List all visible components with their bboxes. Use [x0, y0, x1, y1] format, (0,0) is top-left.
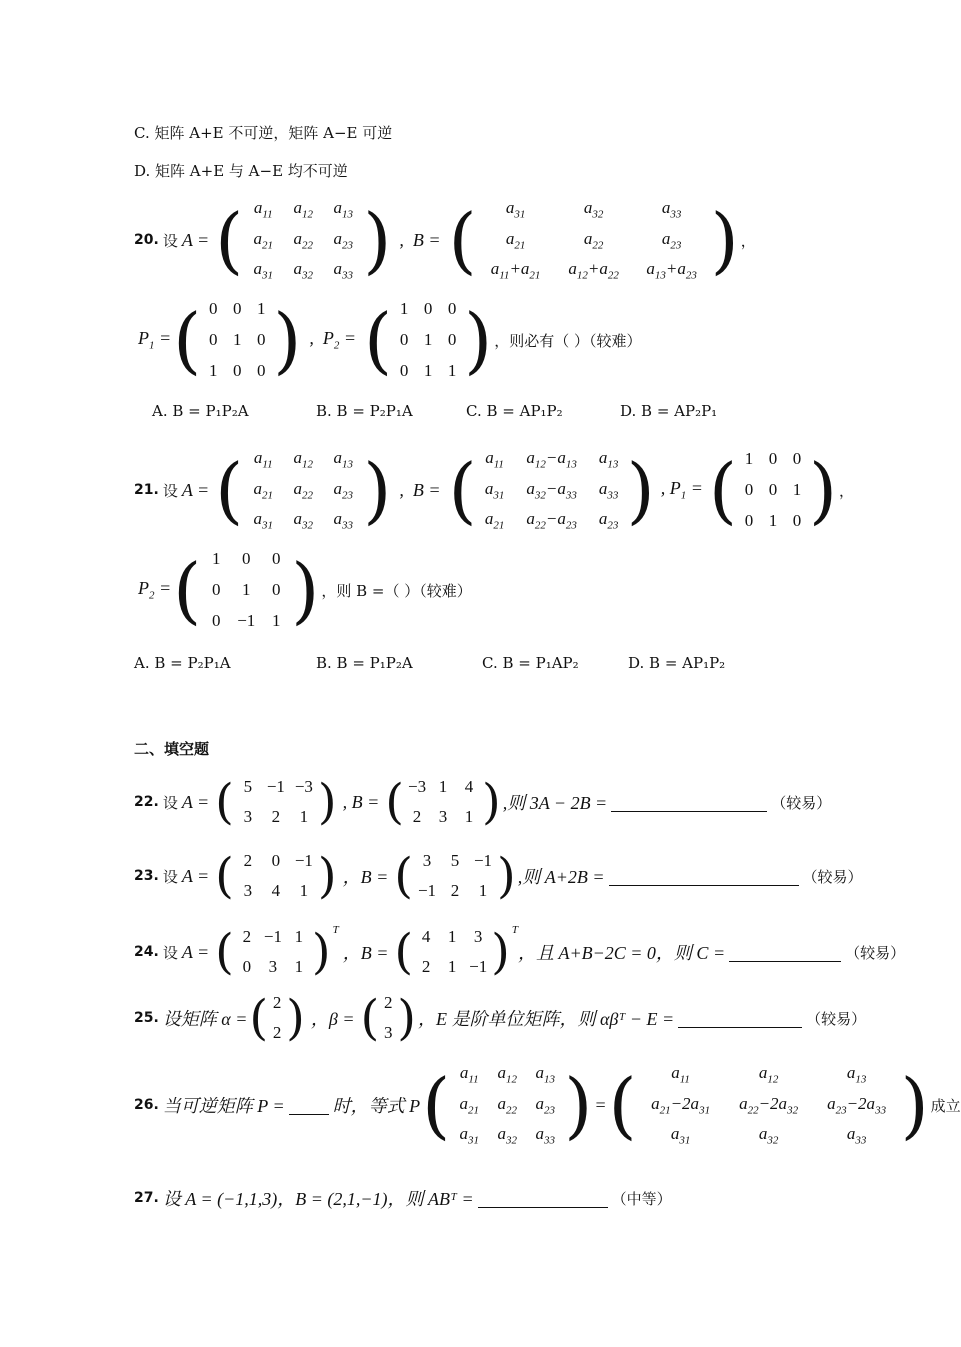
question-intro: 当可逆矩阵 P =: [162, 1096, 285, 1116]
answer-blank[interactable]: [478, 1189, 608, 1208]
q20-option-d: D. B = AP₂P₁: [620, 402, 718, 420]
answer-blank[interactable]: [729, 943, 841, 962]
option-c-top: C. 矩阵 A+E 不可逆，矩阵 A−E 可逆: [134, 124, 393, 142]
question-21: 21. 设 A = ( $a_{11}$ $a_{12}$ $a_{13}$ $a_{21}$ $a_{22}$ $a_{23}$ $a_{31}$ $a_{32}$ $a_{33}$ ) , B = ( $a_{11}$ $a_{12}-a_{13}$ $a_{13}$ $a_{31}$ $a_{32}-a_{33}$ $a_{33}$ $a_{21}$ $a_{22}-a_{23}$ $a_{23}$ ) , $P_1$ = ( 1 0 0 0 0 1 0 1 0 ) ，: [134, 448, 855, 532]
matrix-label-a: A =: [181, 229, 210, 250]
matrix-b: ( 3 5 −1 −1 2 1 ): [394, 848, 516, 904]
question-intro: 设: [162, 793, 178, 812]
matrix-a: ( 5 −1 −3 3 2 1 ): [215, 774, 337, 830]
vector-beta: ( 2 3 ): [360, 990, 416, 1046]
q20-option-a: A. B = P₁P₂A: [152, 402, 249, 420]
matrix-a: ( $a_{11}$ $a_{12}$ $a_{13}$ $a_{21}$ $a_{22}$ $a_{23}$ $a_{31}$ $a_{32}$ $a_{33}$ ): [215, 198, 392, 282]
question-23: 23. 设 A = ( 2 0 −1 3 4 1 ) ，B = ( 3 5 −1 −1 2 1 ) ,则 A+2B = （较易）: [134, 848, 863, 904]
question-25: [134, 990, 866, 1046]
q20-option-c: C. B = AP₁P₂: [466, 402, 563, 420]
q21-option-c: C. B = P₁AP₂: [482, 654, 579, 672]
question-intro: 设: [162, 943, 178, 962]
question-intro: 设: [162, 867, 178, 886]
difficulty-label: （中等）: [611, 1189, 672, 1208]
question-number: 26.: [134, 1097, 159, 1113]
question-intro: 设矩阵 α =: [162, 1009, 248, 1029]
question-22: 22. 设 A = ( 5 −1 −3 3 2 1 ) , B = ( −3 1 4 2 3 1 ) ,则 3A − 2B = （较易）: [134, 774, 832, 830]
question-number: 23.: [134, 868, 159, 884]
question-text: 设 A = (−1,1,3)，B = (2,1,−1)，则 ABᵀ =: [162, 1189, 474, 1209]
question-number: 22.: [134, 794, 159, 810]
question-21-p2: $P_2$ = ( 1 0 0 0 1 0 0 −1 1 ) ，则 B =（ ）（较难）: [138, 548, 472, 632]
question-20: 20. 设 A = ( $a_{11}$ $a_{12}$ $a_{13}$ $a_{21}$ $a_{22}$ $a_{23}$ $a_{31}$ $a_{32}$ $a_{33}$ ) , B = ( $a_{31}$ $a_{32}$ $a_{33}$ $a_{21}$ $a_{22}$ $a_{23}$ $a_{11}+a_{21}$ $a_{12}+a_{22}$ $a_{13}+a_{23}$ ) ，: [134, 198, 756, 282]
question-prompt: ,则 3A − 2B =: [502, 793, 608, 813]
q21-option-d: D. B = AP₁P₂: [628, 654, 726, 672]
matrix-b: ( 4 1 3 2 1 −1 ): [394, 924, 510, 980]
matrix-p1: ( 0 0 1 0 1 0 1 0 0 ): [173, 298, 302, 382]
answer-blank[interactable]: [289, 1096, 329, 1115]
question-prompt: ,则 A+2B =: [517, 867, 605, 887]
question-number: 20.: [134, 232, 159, 248]
option-d-top: D. 矩阵 A+E 与 A−E 均不可逆: [134, 162, 348, 180]
matrix-p2: ( 1 0 0 0 1 0 0 1 1 ): [364, 298, 493, 382]
question-number: 24.: [134, 944, 159, 960]
q20-option-b: B. B = P₂P₁A: [316, 402, 413, 420]
question-number: 25.: [134, 1010, 159, 1026]
answer-blank[interactable]: [611, 793, 767, 812]
matrix-b: ( $a_{31}$ $a_{32}$ $a_{33}$ $a_{21}$ $a_{22}$ $a_{23}$ $a_{11}+a_{21}$ $a_{12}+a_{22}$ $a_{13}+a_{23}$ ): [448, 198, 739, 282]
section-heading: 二、填空题: [134, 740, 210, 758]
difficulty-label: （较易）: [806, 1009, 867, 1028]
matrix-b: ( −3 1 4 2 3 1 ): [385, 774, 501, 830]
matrix-result: ( $a_{11}$ $a_{12}$ $a_{13}$ $a_{21}-2a_{31}$ $a_{22}-2a_{32}$ $a_{23}-2a_{33}$ $a_{31}$ $a_{32}$ $a_{33}$ ): [608, 1063, 929, 1147]
matrix-a: ( 2 −1 1 0 3 1 ): [215, 924, 331, 980]
answer-blank[interactable]: [678, 1009, 802, 1028]
matrix-a: ( $a_{11}$ $a_{12}$ $a_{13}$ $a_{21}$ $a_{22}$ $a_{23}$ $a_{31}$ $a_{32}$ $a_{33}$ ): [422, 1063, 593, 1147]
question-prompt: 成立: [930, 1096, 961, 1115]
question-prompt: ，则必有（ ）（较难）: [494, 331, 642, 350]
vector-alpha: ( 2 2 ): [249, 990, 305, 1046]
question-26: 26. 当可逆矩阵 P = 时，等式 P ( $a_{11}$ $a_{12}$ $a_{13}$ $a_{21}$ $a_{22}$ $a_{23}$ $a_{31}$ $a_{32}$ $a_{33}$ ) = ( $a_{11}$ $a_{12}$ $a_{13}$ $a_{21}-2a_{31}$ $a_{22}-2a_{32}$ $a_{23}-2a_{33}$ $a_{31}$ $a_{32}$ $a_{33}$ ) 成立: [134, 1063, 961, 1147]
question-20-permutations: $P_1$ = ( 0 0 1 0 1 0 1 0 0 ) , $P_2$ = ( 1 0 0 0 1 0 0 1 1 ) ，则必有（ ）（较难）: [138, 298, 642, 382]
question-intro: 设: [162, 481, 178, 500]
matrix-b: ( $a_{11}$ $a_{12}-a_{13}$ $a_{13}$ $a_{31}$ $a_{32}-a_{33}$ $a_{33}$ $a_{21}$ $a_{22}-a_{23}$ $a_{23}$ ): [448, 448, 655, 532]
question-prompt: ，E 是阶单位矩阵，则 αβᵀ − E =: [417, 1009, 675, 1029]
question-prompt: ，则 B =（ ）（较难）: [321, 581, 472, 600]
answer-blank[interactable]: [609, 867, 799, 886]
q21-option-a: A. B = P₂P₁A: [134, 654, 231, 672]
matrix-a: ( 2 0 −1 3 4 1 ): [215, 848, 337, 904]
matrix-p2: ( 1 0 0 0 1 0 0 −1 1 ): [173, 548, 320, 632]
question-intro: 设: [162, 231, 178, 250]
question-mid: ，β =: [310, 1009, 355, 1029]
question-number: 21.: [134, 482, 159, 498]
question-24: 24. 设 A = ( 2 −1 1 0 3 1 ) T ，B = ( 4 1 3 2 1 −1 ) T ，且 A+B−2C = 0，则 C = （较易）: [134, 924, 906, 980]
question-27: [134, 1180, 672, 1216]
q21-option-b: B. B = P₁P₂A: [316, 654, 413, 672]
question-prompt: ，且 A+B−2C = 0，则 C =: [518, 943, 726, 963]
difficulty-label: （较易）: [771, 793, 832, 812]
matrix-p1: ( 1 0 0 0 0 1 0 1 0 ): [708, 448, 838, 532]
question-mid: 时，等式 P: [332, 1096, 421, 1116]
question-number: 27.: [134, 1190, 159, 1206]
difficulty-label: （较易）: [845, 943, 906, 962]
difficulty-label: （较易）: [802, 867, 863, 886]
matrix-a: ( $a_{11}$ $a_{12}$ $a_{13}$ $a_{21}$ $a_{22}$ $a_{23}$ $a_{31}$ $a_{32}$ $a_{33}$ ): [215, 448, 392, 532]
